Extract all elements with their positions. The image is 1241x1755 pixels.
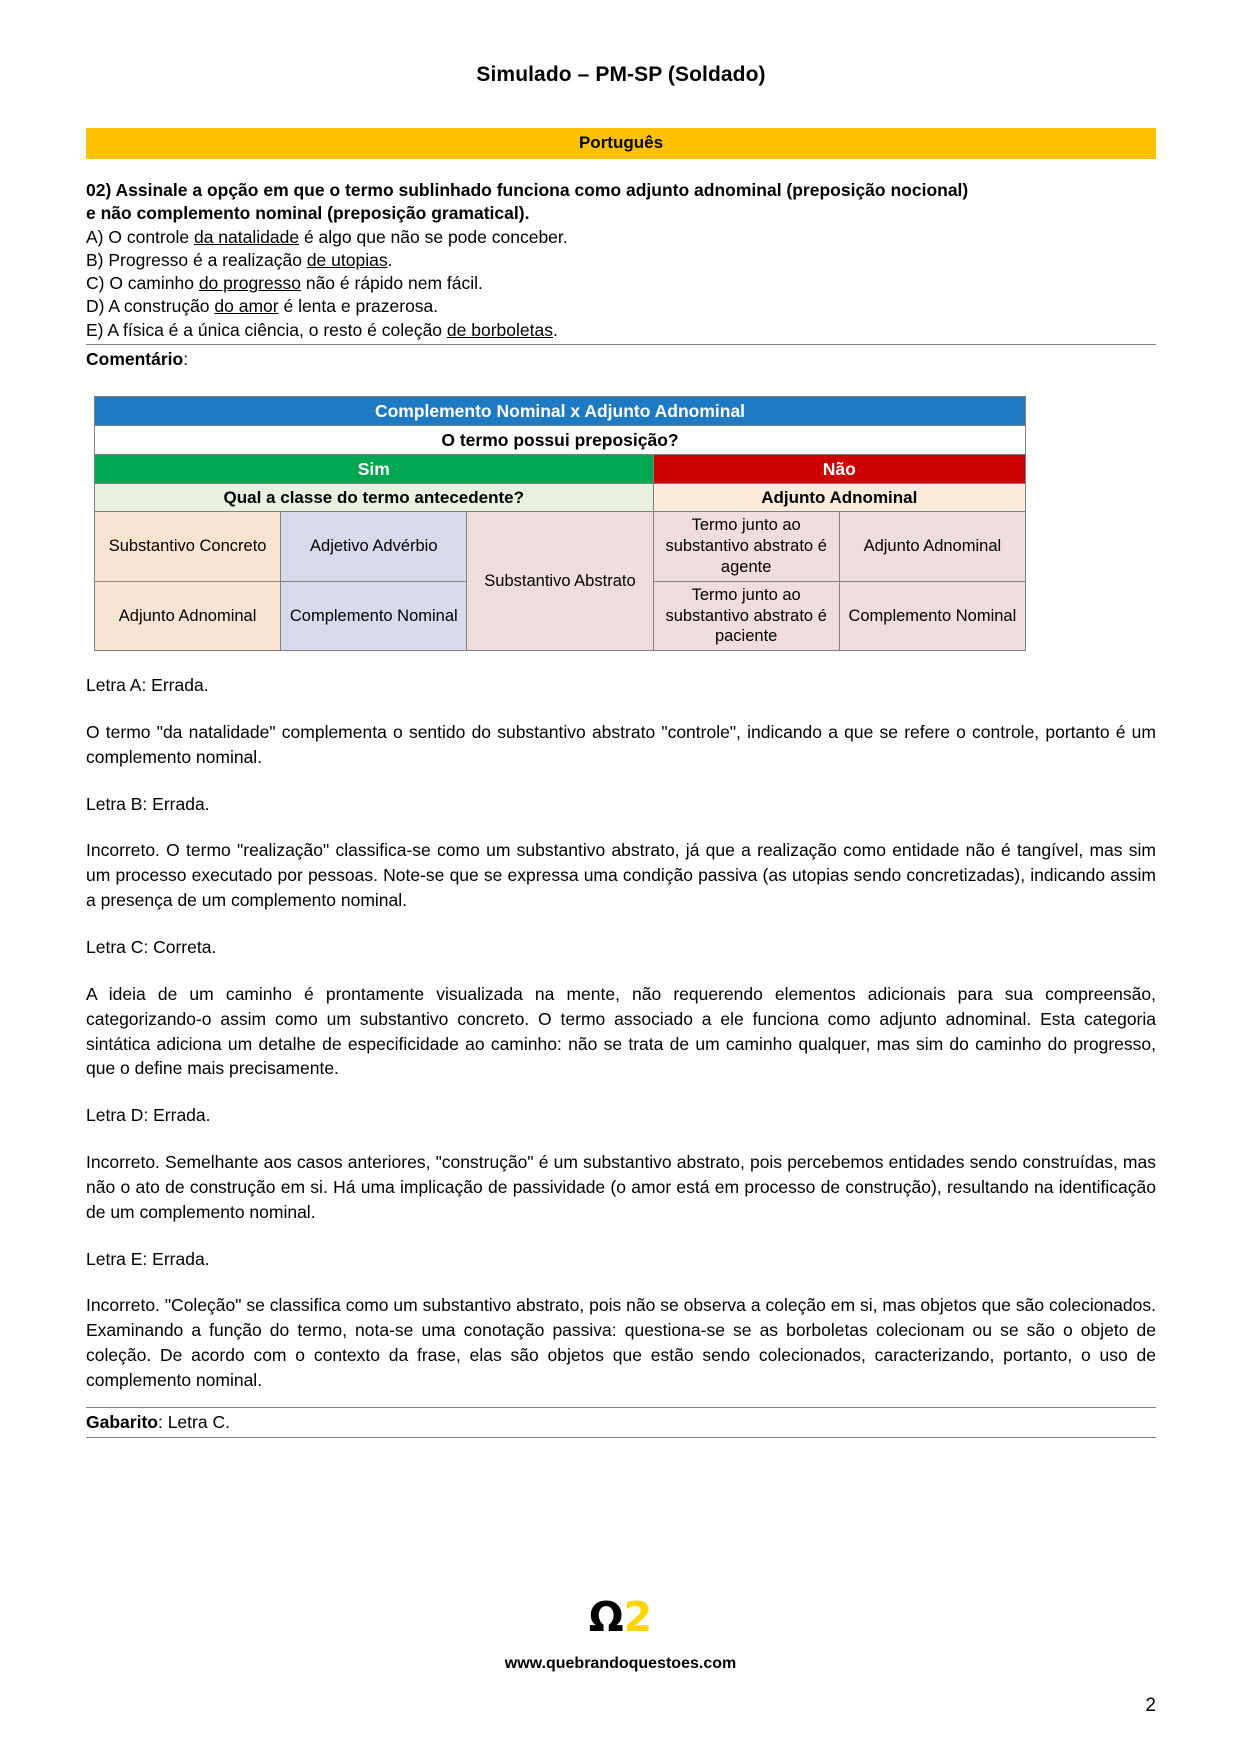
gabarito-colon: :: [157, 1411, 168, 1432]
alt-c-before: O caminho: [104, 273, 199, 294]
table-title-cell: Complemento Nominal x Adjunto Adnominal: [95, 396, 1026, 425]
explanation-label-d: Letra D: Errada.: [86, 1105, 211, 1126]
alt-d-underlined: do amor: [214, 296, 279, 317]
logo-two: 2: [623, 1593, 653, 1641]
table-row-question: [95, 425, 1026, 454]
comentario-label-text: Comentário: [86, 348, 184, 369]
alt-b-after: .: [387, 249, 393, 270]
explanation-label-c: Letra C: Correta.: [86, 937, 217, 957]
table-cell-r1c4: Termo junto ao substantivo abstrato é agente: [653, 512, 839, 581]
page-footer: [0, 1555, 1241, 1755]
page-content: [86, 0, 1156, 1438]
alt-a-letter: A): [86, 226, 104, 247]
page-number: 2: [1145, 1695, 1156, 1716]
question-block: [86, 179, 1156, 342]
table-cell-r2c5: Complemento Nominal: [839, 581, 1025, 650]
alt-e-underlined: de borboletas: [446, 319, 553, 340]
alt-b-before: Progresso é a realização: [103, 249, 307, 270]
explanation-label-a: Letra A: Errada.: [86, 675, 209, 696]
table-row-yesno: [95, 454, 1026, 483]
alt-d-after: é lenta e prazerosa.: [278, 296, 439, 317]
comparison-table-wrapper: [86, 396, 1156, 651]
table-cell-r2c4: Termo junto ao substantivo abstrato é paciente: [653, 581, 839, 650]
table-yes-cell: Sim: [95, 454, 654, 483]
alternative-e: [86, 319, 1156, 342]
explanation-text-a: O termo "da natalidade" complementa o sentido do substantivo abstrato "controle", indicando a que se refere o controle, portanto é um complemento nominal.: [86, 721, 1156, 767]
divider-above-comentario: [86, 344, 1156, 345]
alt-e-after: .: [552, 319, 558, 340]
alternative-d: [86, 295, 1156, 318]
alt-d-before: A construção: [104, 296, 215, 317]
table-row: [95, 512, 1026, 581]
alternative-c: [86, 272, 1156, 295]
alt-a-before: O controle: [103, 226, 194, 247]
table-yes-subheader-cell: Qual a classe do termo antecedente?: [95, 484, 654, 512]
website-url: www.quebrandoquestoes.com: [504, 1655, 737, 1672]
alt-a-after: é algo que não se pode conceber.: [299, 226, 568, 247]
omega-icon: Ω: [588, 1593, 624, 1641]
alt-c-after: não é rápido nem fácil.: [300, 273, 483, 294]
explanation-text-d: Incorreto. Semelhante aos casos anteriores, "construção" é um substantivo abstrato, pois percebemos entidades sendo construídas, mas não o ato de construção em si. Há uma implicação de passividade (o amor está em processo de construção), resultando na identificação de um complemento nominal.: [86, 1152, 1156, 1222]
comentario-label: [86, 349, 1156, 370]
table-no-subheader-cell: Adjunto Adnominal: [653, 484, 1025, 512]
explanation-text-e: Incorreto. "Coleção" se classifica como um substantivo abstrato, pois não se observa a coleção em si, mas objetos que são colecionados. Examinando a função do termo, nota-se uma conotação passiva: questiona-se se as borboletas colecionam ou se são o objeto de coleção. De acordo com o contexto da frase, elas são objetos que estão sendo colecionados, caracterizando, portanto, o uso de complemento nominal.: [86, 1295, 1156, 1390]
alternative-b: [86, 249, 1156, 272]
gabarito-label: Gabarito: [86, 1411, 158, 1432]
explanation-text-c: A ideia de um caminho é prontamente visualizada na mente, não requerendo elementos adicionais para sua compreensão, categorizando-o assim como um substantivo concreto. O termo associado a ele funciona como adjunto adnominal. Esta categoria sintática adiciona um detalhe de especificidade ao caminho: não se trata de um caminho qualquer, mas sim do caminho do progresso, que o define mais precisamente.: [86, 983, 1156, 1079]
page-title: Simulado – PM-SP (Soldado): [476, 63, 766, 86]
gabarito-value: Letra C.: [167, 1411, 230, 1432]
table-cell-r1c1: Substantivo Concreto: [95, 512, 281, 581]
alt-b-letter: B): [86, 249, 104, 270]
table-row-title: [95, 396, 1026, 425]
question-stem-line-2: e não complemento nominal (preposição gramatical).: [86, 203, 530, 224]
table-no-cell: Não: [653, 454, 1025, 483]
question-stem-line-1: 02) Assinale a opção em que o termo sublinhado funciona como adjunto adnominal (preposição nocional): [86, 180, 969, 200]
alt-e-before: A física é a única ciência, o resto é coleção: [103, 319, 447, 340]
alt-c-underlined: do progresso: [198, 273, 301, 294]
alt-a-underlined: da natalidade: [193, 226, 300, 247]
alternative-a: [86, 226, 1156, 249]
subject-banner: Português: [86, 128, 1156, 159]
table-row-subheader: [95, 484, 1026, 512]
table-cell-substantivo-abstrato: Substantivo Abstrato: [467, 512, 653, 651]
explanation-text-b: Incorreto. O termo "realização" classifica-se como um substantivo abstrato, já que a realização como entidade não é tangível, mas sim um processo executado por pessoas. Note-se que se expressa uma condição passiva (as utopias sendo concretizadas), indicando assim a presença de um complemento nominal.: [86, 840, 1156, 911]
alt-e-letter: E): [86, 319, 104, 340]
divider-above-gabarito: [86, 1407, 1156, 1408]
comentario-colon: :: [183, 348, 189, 369]
alt-b-underlined: de utopias: [306, 249, 388, 270]
table-question-cell: O termo possui preposição?: [95, 425, 1026, 454]
table-cell-r1c2: Adjetivo Advérbio: [281, 512, 467, 581]
table-cell-r2c1: Adjunto Adnominal: [95, 581, 281, 650]
comparison-table: [94, 396, 1026, 651]
brand-logo: [0, 1593, 1241, 1641]
gabarito-line: [86, 1412, 1156, 1433]
alt-c-letter: C): [86, 273, 105, 294]
table-cell-r2c2: Complemento Nominal: [281, 581, 467, 650]
explanations-block: [86, 673, 1156, 1393]
table-cell-r1c5: Adjunto Adnominal: [839, 512, 1025, 581]
alt-d-letter: D): [86, 296, 105, 317]
explanation-label-b: Letra B: Errada.: [86, 793, 210, 814]
explanation-label-e: Letra E: Errada.: [86, 1248, 210, 1269]
divider-below-gabarito: [86, 1437, 1156, 1438]
